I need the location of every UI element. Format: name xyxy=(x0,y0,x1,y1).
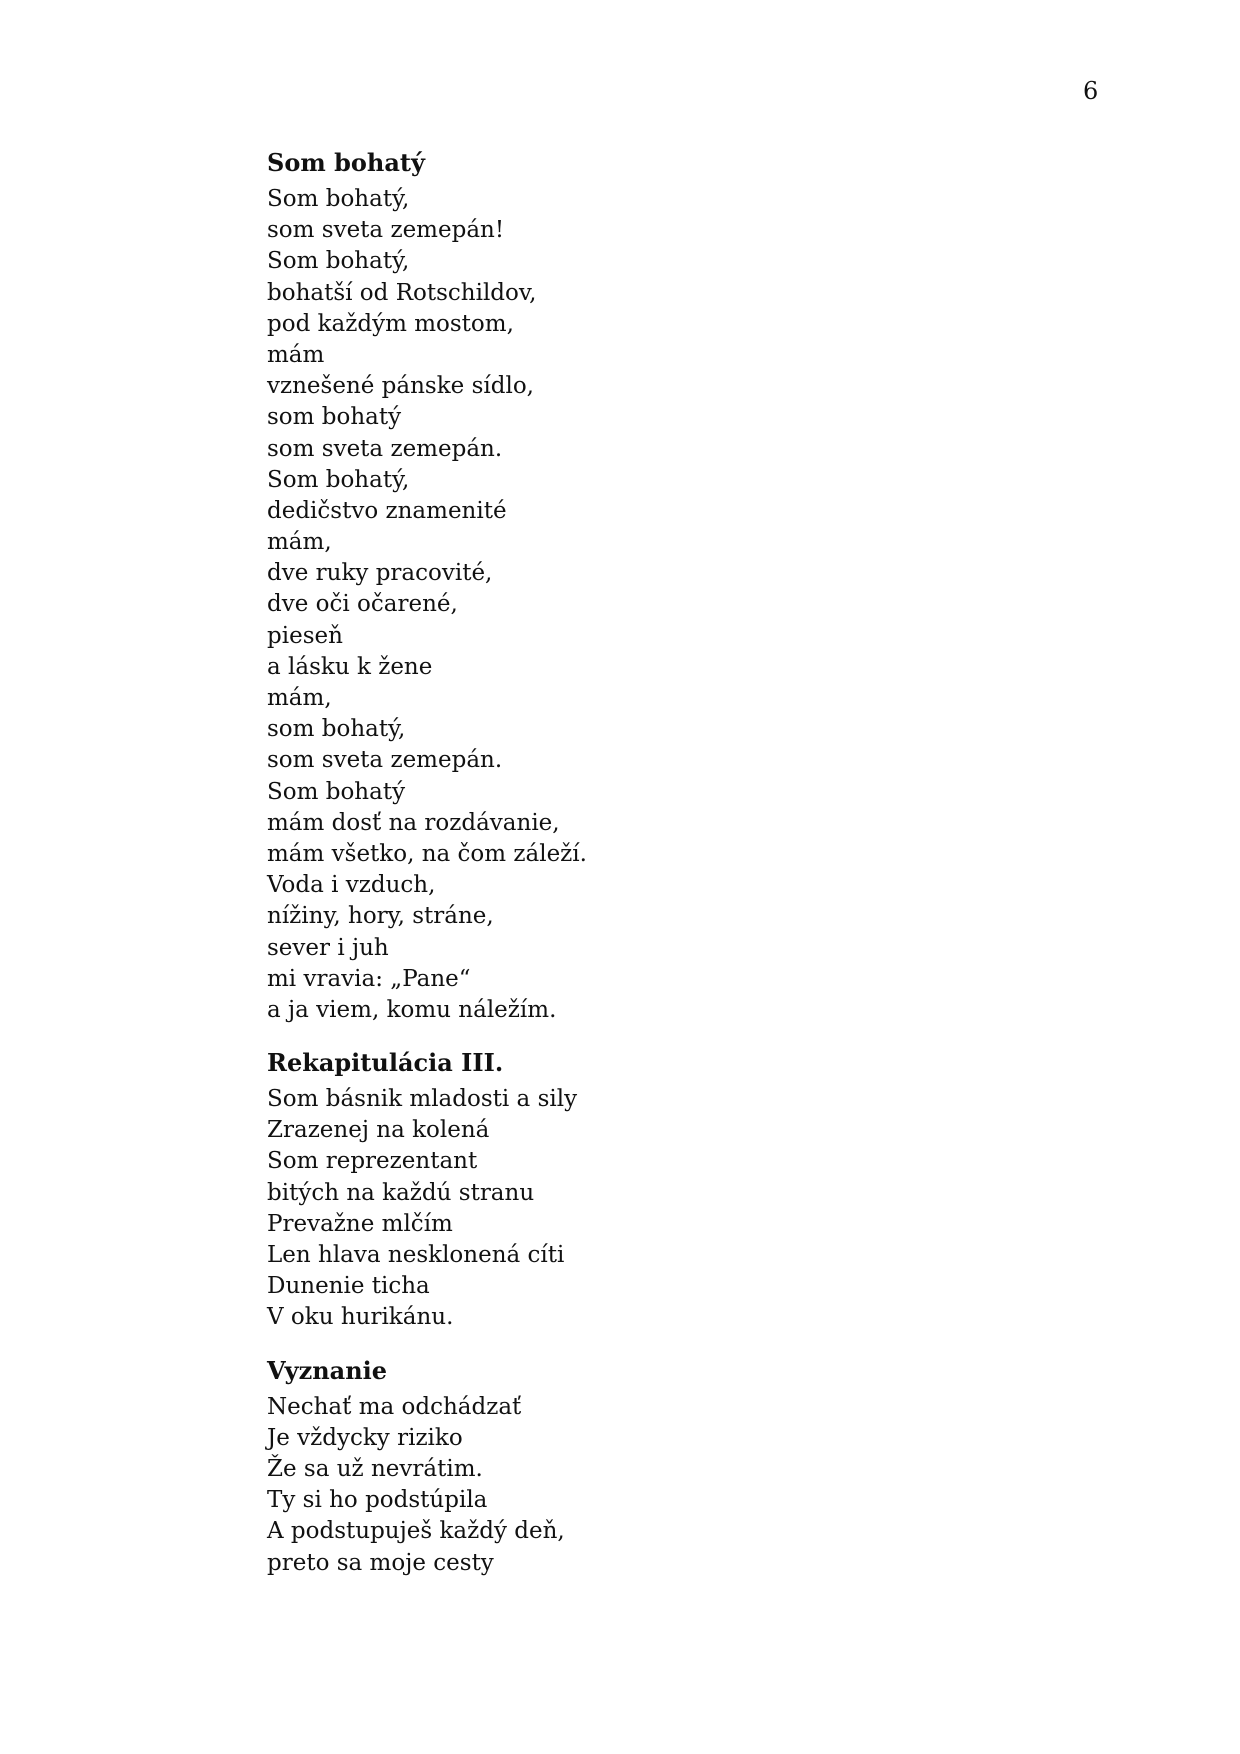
poem-lines xyxy=(267,1084,1087,1334)
poem-rekapitulacia-iii xyxy=(267,1048,1087,1334)
poem-line: pieseň xyxy=(267,622,343,649)
poem-line: Dunenie ticha xyxy=(267,1273,430,1300)
poem-line: dedičstvo znamenité xyxy=(267,497,507,524)
poem-vyznanie xyxy=(267,1356,1087,1579)
poem-line: sever i juh xyxy=(267,934,389,961)
poem-line: nížiny, hory, stráne, xyxy=(267,903,494,930)
poem-line: mi vravia: „Pane“ xyxy=(267,965,471,992)
poem-line: mám dosť na rozdávanie, xyxy=(267,809,560,836)
poem-line: mám, xyxy=(267,685,332,711)
poem-title: Som bohatý xyxy=(267,148,425,177)
poem-line: mám, xyxy=(267,529,332,556)
poem-line: vznešené pánske sídlo, xyxy=(267,373,534,400)
poem-line: som sveta zemepán. xyxy=(267,435,503,462)
poem-line: som bohatý xyxy=(267,404,402,431)
poem-line: mám všetko, na čom záleží. xyxy=(267,840,587,867)
poem-line: Som bohatý, xyxy=(267,466,410,493)
page-content xyxy=(267,148,1087,1601)
poem-line: Len hlava nesklonená cíti xyxy=(267,1242,565,1268)
poem-lines xyxy=(267,184,1087,1026)
poem-line: a ja viem, komu náležím. xyxy=(267,996,557,1023)
poem-line: Že sa už nevrátim. xyxy=(267,1455,483,1482)
poem-line: Je vždycky riziko xyxy=(267,1424,463,1451)
poem-line: a lásku k žene xyxy=(267,653,433,680)
poem-line: dve oči očarené, xyxy=(267,591,458,618)
poem-line: preto sa moje cesty xyxy=(267,1549,494,1576)
poem-title: Vyznanie xyxy=(267,1355,388,1385)
poem-line: som bohatý, xyxy=(267,716,406,743)
poem-line: Zrazenej na kolená xyxy=(267,1117,490,1144)
poem-line: A podstupuješ každý deň, xyxy=(267,1518,565,1545)
poem-line: bitých na každú stranu xyxy=(267,1179,535,1206)
poem-som-bohaty xyxy=(267,148,1087,1026)
poem-line: V oku hurikánu. xyxy=(267,1304,454,1331)
poem-lines xyxy=(267,1392,1087,1579)
poem-line: Ty si ho podstúpila xyxy=(267,1487,488,1514)
poem-line: bohatší od Rotschildov, xyxy=(267,279,537,306)
poem-line: som sveta zemepán! xyxy=(267,217,505,244)
poem-title: Rekapitulácia III. xyxy=(267,1048,504,1078)
poem-line: Som bohatý xyxy=(267,778,406,805)
poem-line: Prevažne mlčím xyxy=(267,1210,453,1237)
poem-line: Som básnik mladosti a sily xyxy=(267,1086,578,1113)
poem-line: dve ruky pracovité, xyxy=(267,560,493,587)
poem-line: pod každým mostom, xyxy=(267,310,514,337)
poem-line: Nechať ma odchádzať xyxy=(267,1393,522,1420)
poem-line: Som bohatý, xyxy=(267,248,410,275)
poem-line: mám xyxy=(267,341,325,368)
poem-line: Som reprezentant xyxy=(267,1148,478,1175)
poem-line: Som bohatý, xyxy=(267,186,410,212)
poem-line: Voda i vzduch, xyxy=(267,872,436,899)
poem-line: som sveta zemepán. xyxy=(267,747,503,774)
page-number: 6 xyxy=(1083,77,1099,105)
